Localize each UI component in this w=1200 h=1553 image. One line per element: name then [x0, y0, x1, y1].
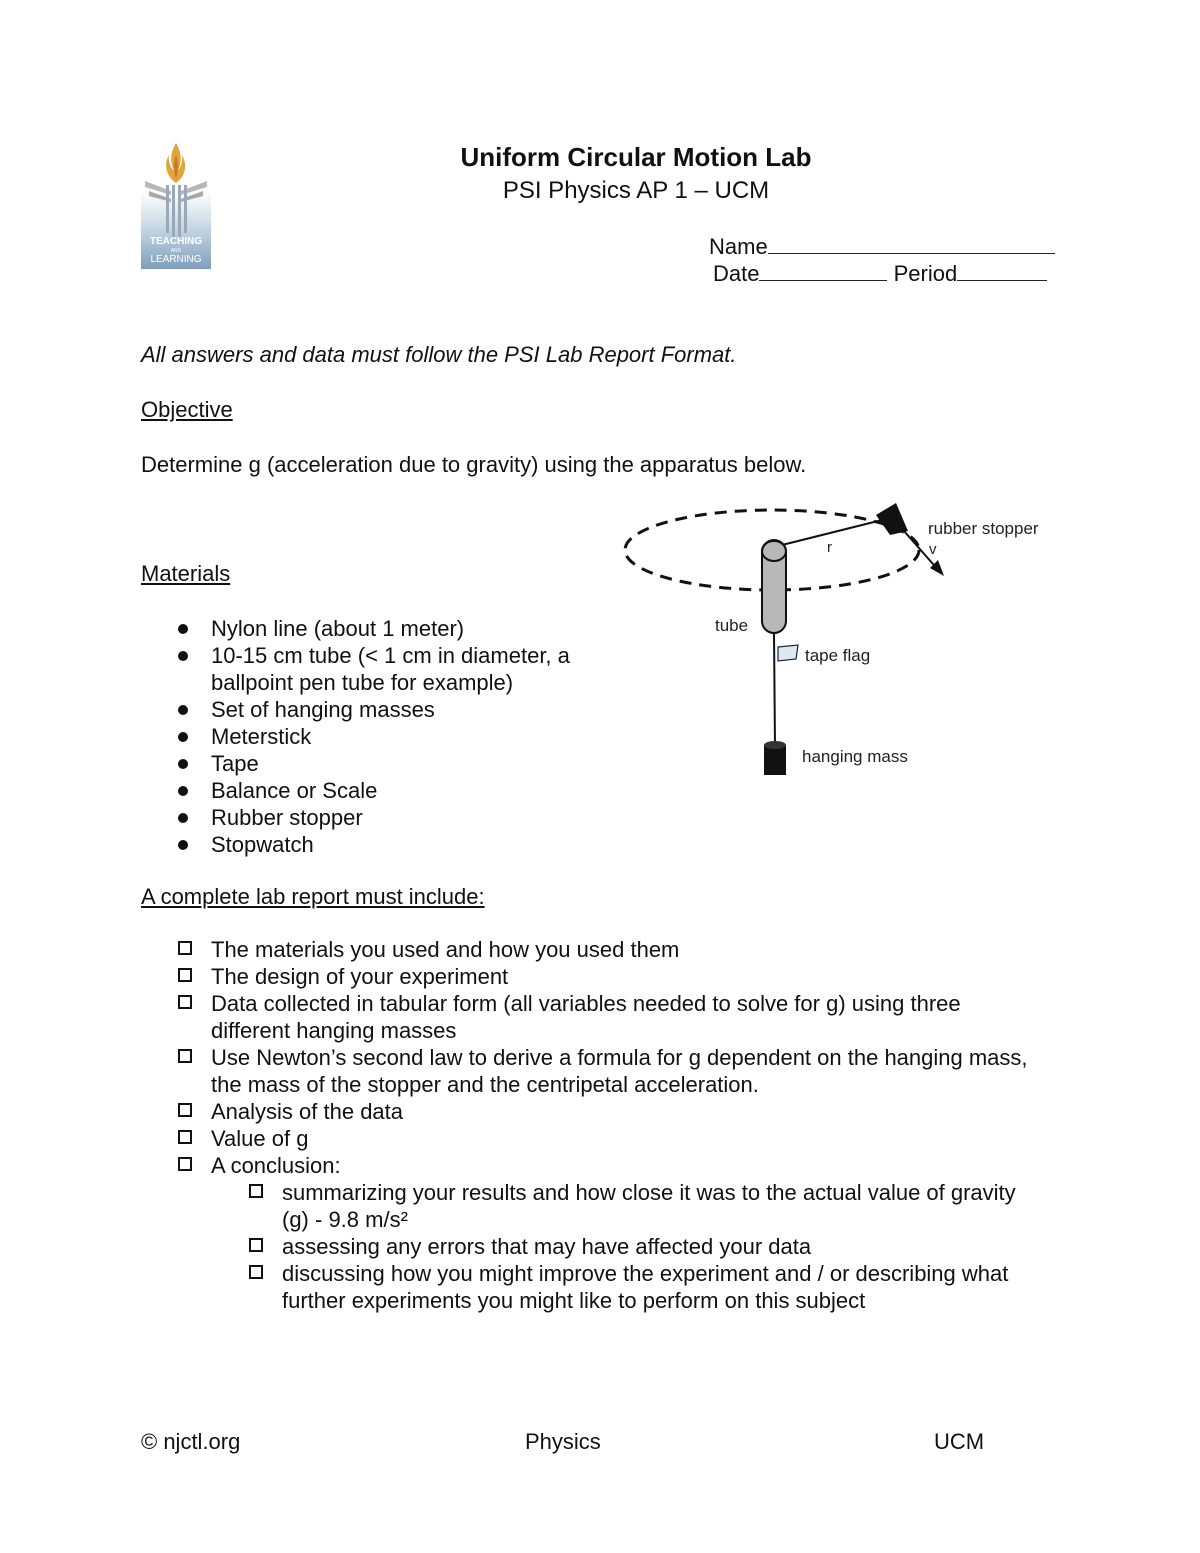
- checklist-item[interactable]: The materials you used and how you used them: [141, 936, 1041, 963]
- bullet-icon: [178, 813, 188, 823]
- bullet-icon: [178, 624, 188, 634]
- svg-text:AND: AND: [170, 248, 182, 254]
- checklist-subitem[interactable]: assessing any errors that may have affected your data: [141, 1233, 1041, 1260]
- checkbox-icon[interactable]: [178, 968, 192, 982]
- rubber-stopper: [876, 503, 908, 535]
- svg-text:LEARNING: LEARNING: [150, 254, 202, 265]
- name-field[interactable]: [709, 233, 1055, 260]
- footer-left: © njctl.org: [141, 1429, 241, 1454]
- period-label: Period: [893, 261, 958, 286]
- bullet-icon: [178, 840, 188, 850]
- checkbox-icon[interactable]: [178, 1130, 192, 1144]
- rubber-stopper-label: rubber stopper: [928, 519, 1039, 538]
- checkbox-icon[interactable]: [178, 941, 192, 955]
- radius-label: r: [827, 539, 832, 556]
- list-item: Nylon line (about 1 meter): [141, 615, 611, 642]
- checklist-item[interactable]: The design of your experiment: [141, 963, 1041, 990]
- logo-graphic: [141, 141, 211, 269]
- checklist-item[interactable]: A conclusion:: [141, 1152, 1041, 1179]
- checkbox-icon[interactable]: [178, 1049, 192, 1063]
- checklist-subitem[interactable]: summarizing your results and how close it was to the actual value of gravity (g) - 9.8 m/s²: [141, 1179, 1041, 1233]
- page-subtitle: PSI Physics AP 1 – UCM: [502, 177, 770, 204]
- list-item: Meterstick: [141, 723, 611, 750]
- objective-text: Determine g (acceleration due to gravity) using the apparatus below.: [141, 452, 807, 477]
- list-item: Balance or Scale: [141, 777, 611, 804]
- period-blank[interactable]: [957, 260, 1047, 281]
- apparatus-diagram: [600, 495, 1060, 790]
- date-blank[interactable]: [759, 260, 887, 281]
- tape-flag: [778, 645, 798, 661]
- hanging-mass: [764, 745, 786, 775]
- checkbox-icon[interactable]: [249, 1184, 263, 1198]
- tube: [762, 540, 786, 633]
- tape-flag-label: tape flag: [805, 646, 871, 665]
- date-period-field[interactable]: [713, 260, 1047, 287]
- checklist-item[interactable]: Analysis of the data: [141, 1098, 1041, 1125]
- list-item: Stopwatch: [141, 831, 611, 858]
- objective-heading: Objective: [141, 397, 233, 422]
- date-label: Date: [713, 261, 760, 286]
- list-item: 10-15 cm tube (< 1 cm in diameter, a ballpoint pen tube for example): [141, 642, 611, 696]
- footer-center: Physics: [525, 1429, 601, 1454]
- name-label: Name: [709, 234, 768, 259]
- bullet-icon: [178, 759, 188, 769]
- page-title: Uniform Circular Motion Lab: [460, 142, 812, 172]
- report-checklist: [141, 936, 1041, 1314]
- bullet-icon: [178, 651, 188, 661]
- list-item: Tape: [141, 750, 611, 777]
- list-item: Set of hanging masses: [141, 696, 611, 723]
- svg-text:TEACHING: TEACHING: [149, 236, 203, 247]
- checkbox-icon[interactable]: [249, 1238, 263, 1252]
- checkbox-icon[interactable]: [178, 1157, 192, 1171]
- checkbox-icon[interactable]: [249, 1265, 263, 1279]
- tube-label: tube: [715, 616, 749, 635]
- bullet-icon: [178, 732, 188, 742]
- report-heading: A complete lab report must include:: [141, 884, 485, 909]
- materials-heading: Materials: [141, 561, 231, 586]
- list-item: Rubber stopper: [141, 804, 611, 831]
- checklist-item[interactable]: Value of g: [141, 1125, 1041, 1152]
- checkbox-icon[interactable]: [178, 995, 192, 1009]
- hanging-mass-label: hanging mass: [802, 747, 908, 766]
- hanging-line: [774, 633, 775, 747]
- materials-list: [141, 615, 611, 858]
- checklist-item[interactable]: Data collected in tabular form (all variables needed to solve for g) using three different hanging masses: [141, 990, 1041, 1044]
- njctl-logo: [141, 141, 211, 269]
- checkbox-icon[interactable]: [178, 1103, 192, 1117]
- checklist-subitem[interactable]: discussing how you might improve the experiment and / or describing what further experiments you might like to perform on this subject: [141, 1260, 1041, 1314]
- footer-right: UCM: [934, 1429, 985, 1454]
- bullet-icon: [178, 786, 188, 796]
- bullet-icon: [178, 705, 188, 715]
- name-blank[interactable]: [768, 233, 1055, 254]
- velocity-label: v: [929, 541, 937, 558]
- checklist-item[interactable]: Use Newton’s second law to derive a formula for g dependent on the hanging mass, the mass of the stopper and the centripetal acceleration.: [141, 1044, 1041, 1098]
- format-note: All answers and data must follow the PSI Lab Report Format.: [141, 342, 737, 367]
